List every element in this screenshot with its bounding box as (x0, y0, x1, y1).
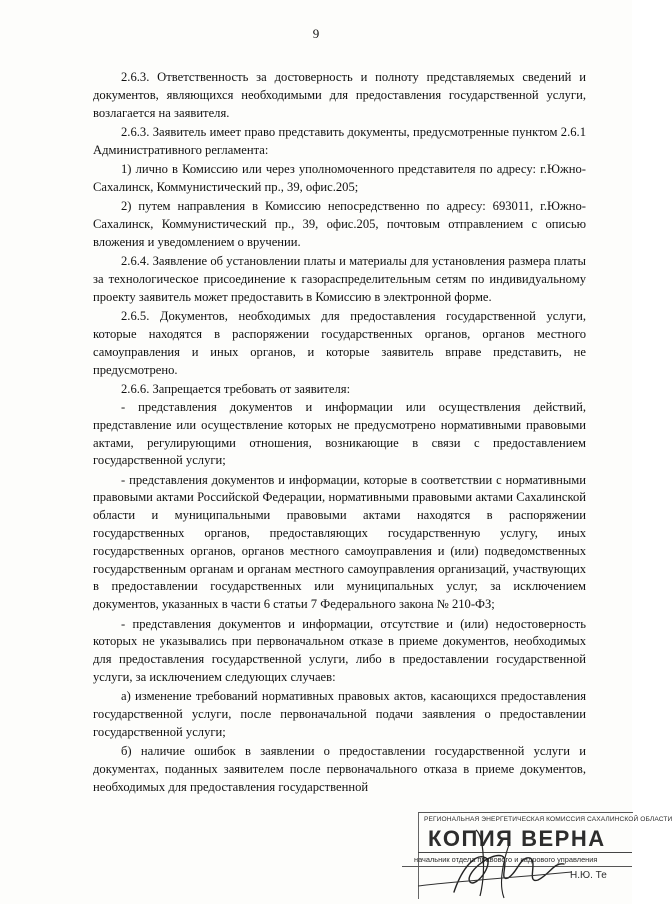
document-body (93, 69, 586, 798)
paragraph-2-6-3-responsibility: 2.6.3. Ответственность за достоверность и полноту представляемых сведений и документов, являющихся необходимыми для предоставления государственной услуги, возлагается на заявителя. (93, 70, 586, 120)
paragraph-item-2: 2) путем направления в Комиссию непосредственно по адресу: 693011, г.Южно-Сахалинск, Коммунистический пр., 39, офис.205, почтовым отправлением с описью вложения и уведомлением о вручении. (93, 199, 586, 249)
paragraph-2-6-4: 2.6.4. Заявление об установлении платы и материалы для установления размера платы за технологическое присоединение к газораспределительным сетям по индивидуальному проекту заявитель может предоставить в Комиссию в электронной форме. (93, 254, 586, 304)
paragraph-2-6-3-right: 2.6.3. Заявитель имеет право представить документы, предусмотренные пунктом 2.6.1 Административного регламента: (93, 124, 586, 157)
paragraph-2-6-5: 2.6.5. Документов, необходимых для предоставления государственной услуги, которые находятся в распоряжении государственных органов, органов местного самоуправления и иных органов, и которые заявитель вправе представить, не предусмотрено. (93, 309, 586, 377)
stamp-organization: РЕГИОНАЛЬНАЯ ЭНЕРГЕТИЧЕСКАЯ КОМИССИЯ САХАЛИНСКОЙ ОБЛАСТИ (424, 816, 672, 823)
paragraph-2-6-6: 2.6.6. Запрещается требовать от заявителя: (121, 382, 351, 397)
paragraph-item-a: а) изменение требований нормативных правовых актов, касающихся предоставления государственной услуги, после первоначальной подачи заявления о предоставлении государственной услуги; (93, 689, 586, 740)
handwritten-signature (358, 812, 632, 904)
page-number: 9 (312, 26, 320, 41)
paragraph-dash-3: - представления документов и информации, отсутствие и (или) недостоверность которых не указывались при первоначальном отказе в приеме документов, необходимых для предоставления государственной услуги, либо в предоставлении государственной услуги, за исключением следующих случаев: (93, 616, 586, 685)
stamp-title: КОПИЯ ВЕРНА (428, 826, 606, 851)
paragraph-item-1: 1) лично в Комиссию или через уполномоченного представителя по адресу: г.Южно-Сахалинск, Коммунистический пр., 39, офис.205; (93, 162, 586, 194)
paragraph-item-b: б) наличие ошибок в заявлении о предоставлении государственной услуги и документах, поданных заявителем после первоначального отказа в приеме документов, необходимых для предоставления государственной (93, 744, 586, 795)
paragraph-dash-2: - представления документов и информации, которые в соответствии с нормативными правовыми актами Российской Федерации, нормативными правовыми актами Сахалинской области и муниципальными правовыми актами находятся в распоряжении государственных органов, предоставляющих государственную услугу, иных государственных органов, органов местного самоуправления и (или) подведомственных государственным органам и органам местного самоуправления организаций, участвующих в предоставлении государственных или муниципальных услуг, за исключением документов, указанных в части 6 статьи 7 Федерального закона № 210-ФЗ; (93, 472, 586, 612)
stamp-signatory-name: Н.Ю. Те (570, 870, 607, 881)
paragraph-dash-1: - представления документов и информации или осуществления действий, представление или осуществление которых не предусмотрено нормативными правовыми актами, регулирующими отношения, возникающие в связи с предоставлением государственной услуги; (93, 399, 586, 468)
stamp-position: начальник отдела правового и кадрового управления (414, 855, 598, 864)
